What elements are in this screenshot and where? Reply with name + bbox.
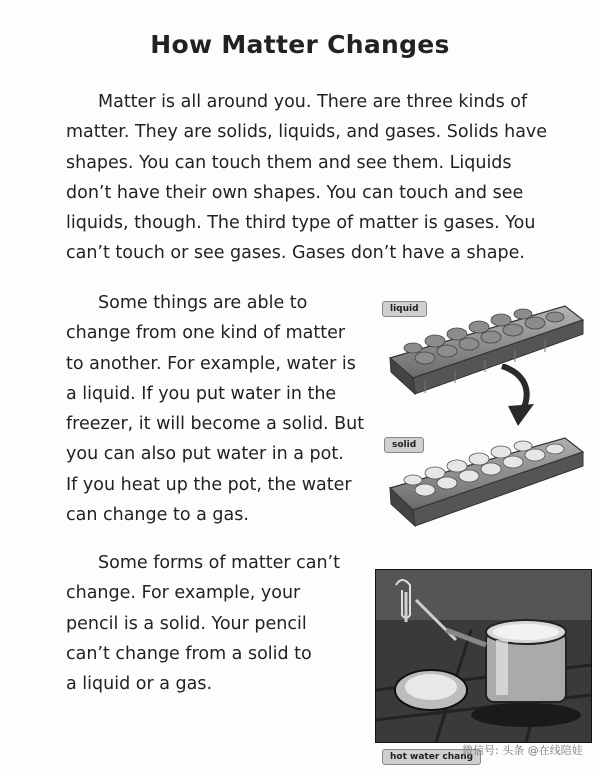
paragraph-line: Some things are able to [98, 293, 308, 313]
paragraph-matter-intro [66, 87, 566, 269]
paragraph-line: If you heat up the pot, the water [66, 474, 352, 495]
paragraph-line: Some forms of matter can’t [98, 553, 340, 573]
pot-on-stove-photo [375, 569, 592, 743]
curved-arrow-down-icon [492, 364, 542, 430]
paragraph-line: matter. They are solids, liquids, and gases. Solids have [66, 122, 548, 143]
paragraph-line: you can also put water in a pot. [66, 444, 344, 465]
paragraph-line: shapes. You can touch them and see them. Liquids [66, 152, 512, 173]
paragraph-line: Matter is all around you. There are three kinds of [98, 92, 528, 112]
paragraph-line: don’t have their own shapes. You can touch and see [66, 182, 524, 203]
paragraph-line: change from one kind of matter [66, 323, 346, 344]
paragraph-changing-matter [66, 288, 386, 530]
liquid-label: liquid [382, 301, 427, 317]
paragraph-line: liquids, though. The third type of matter is gases. You [66, 213, 536, 234]
page-title: How Matter Changes [150, 30, 450, 59]
paragraph-line: pencil is a solid. Your pencil [66, 613, 307, 634]
paragraph-line: a liquid or a gas. [66, 674, 213, 695]
watermark-text: 微信号: 头条 @在线陪娃 [462, 744, 583, 757]
paragraph-line: can’t touch or see gases. Gases don’t have a shape. [66, 243, 525, 264]
paragraph-line: can change to a gas. [66, 505, 249, 526]
solid-label: solid [384, 437, 424, 453]
paragraph-line: freezer, it will become a solid. But [66, 414, 365, 435]
paragraph-line: a liquid. If you put water in the [66, 383, 337, 404]
paragraph-line: change. For example, your [66, 583, 301, 604]
paragraph-line: can’t change from a solid to [66, 643, 312, 664]
paragraph-line: to another. For example, water is [66, 353, 356, 374]
hot-water-label: hot water chang [382, 749, 481, 765]
paragraph-unchanging-matter [66, 548, 356, 699]
